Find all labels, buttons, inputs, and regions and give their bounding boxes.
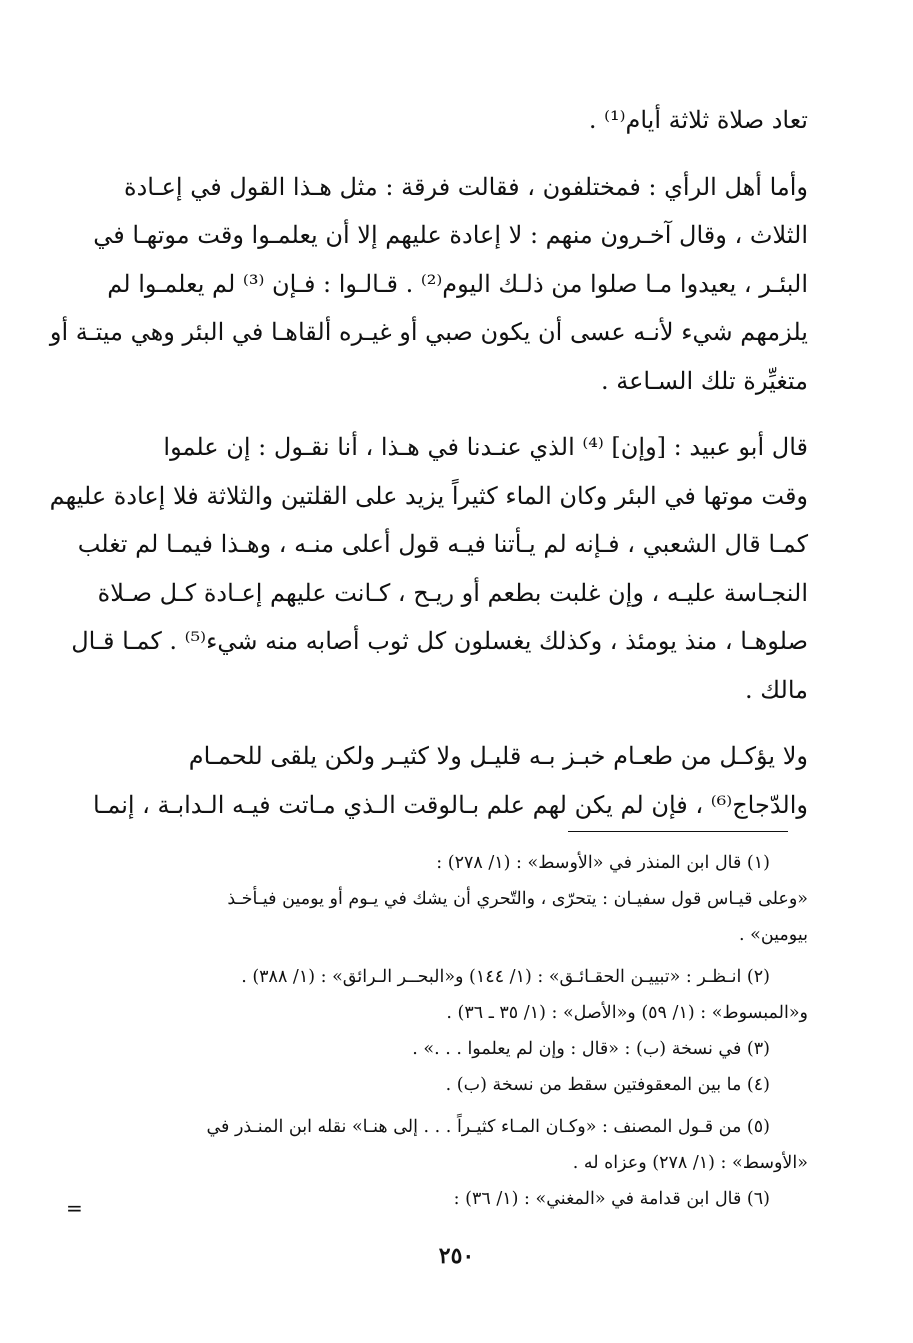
- footnote: [88, 1109, 808, 1181]
- footnote: [88, 1067, 808, 1103]
- footnote-line: «وعلى قيـاس قول سفيـان : يتحرّى ، والتّحري أن يشك في يـوم أو يومين فيـأخـذ: [227, 889, 808, 909]
- page-number: ٢٥٠: [438, 1243, 475, 1269]
- text-line: كمـا قال الشعبي ، فـإنه لم يـأتنا فيـه قول أعلى منـه ، وهـذا فيمـا لم تغلب: [77, 530, 808, 558]
- text-line: تعاد صلاة ثلاثة أيام⁽¹⁾ .: [588, 106, 808, 134]
- footnote-line: (٤) ما بين المعقوفتين سقط من نسخة (ب) .: [445, 1075, 770, 1095]
- text-line: يلزمهم شيء لأنـه عسى أن يكون صبي أو غيـره ألقاهـا في البئر وهي ميتـة أو: [49, 318, 808, 346]
- continuation-mark: =: [66, 1196, 83, 1220]
- footnote-line: بيومين» .: [738, 925, 808, 945]
- text-line: النجـاسة عليـه ، وإن غلبت بطعم أو ريـح ، كـانت عليهم إعـادة كـل صـلاة: [97, 578, 808, 607]
- paragraph: [98, 96, 808, 145]
- footnote: [88, 845, 808, 953]
- footnote-line: (٢) انـظـر : «تبييـن الحقـائـق» : (١/ ١٤٤) و«البحــر الـرائق» : (١/ ٣٨٨) .: [241, 967, 770, 987]
- text-line: الثلاث ، وقال آخـرون منهم : لا إعادة عليهم إلا أن يعلمـوا وقت موتهـا في: [93, 221, 808, 249]
- paragraph: [92, 732, 808, 829]
- footnote-line: (٦) قال ابن قدامة في «المغني» : (١/ ٣٦) :: [453, 1189, 770, 1209]
- text-line: قال أبو عبيد : [وإن] ⁽⁴⁾ الذي عنـدنا في هـذا ، أنا نقـول : إن علموا: [163, 433, 808, 461]
- main-text: [49, 96, 808, 847]
- paragraph: [49, 423, 808, 714]
- paragraph: [49, 163, 808, 406]
- footnotes: [88, 845, 808, 1217]
- footnote-line: (١) قال ابن المنذر في «الأوسط» : (١/ ٢٧٨) :: [436, 853, 770, 873]
- footnote-line: و«المبسوط» : (١/ ٥٩) و«الأصل» : (١/ ٣٥ ـ ٣٦) .: [446, 1003, 808, 1023]
- text-line: ولا يؤكـل من طعـام خبـز بـه قليـل ولا كثيـر ولكن يلقى للحمـام: [188, 742, 808, 770]
- text-line: صلوهـا ، منذ يومئذ ، وكذلك يغسلون كل ثوب أصابه منه شيء⁽⁵⁾ . كمـا قـال: [71, 627, 808, 655]
- text-line: وقت موتها في البئر وكان الماء كثيراً يزيد على القلتين والثلاثة فلا إعادة عليهم: [49, 481, 808, 510]
- footnote-line: (٥) من قـول المصنف : «وكـان المـاء كثيـراً . . . إلى هنـا» نقله ابن المنـذر في: [206, 1117, 770, 1137]
- footnote-line: «الأوسط» : (١/ ٢٧٨) وعزاه له .: [572, 1153, 808, 1173]
- footnote: [88, 1181, 808, 1217]
- text-line: والدّجاج⁽⁶⁾ ، فإن لم يكن لهم علم بـالوقت الـذي مـاتت فيـه الـدابـة ، إنمـا: [92, 790, 808, 819]
- footnote-separator: [568, 831, 788, 832]
- text-line: متغيِّرة تلك السـاعة .: [600, 366, 808, 395]
- footnote: [88, 1031, 808, 1067]
- text-line: وأما أهل الرأي : فمختلفون ، فقالت فرقة : مثل هـذا القول في إعـادة: [124, 172, 808, 201]
- text-line: مالك .: [745, 675, 808, 704]
- text-line: البئـر ، يعيدوا مـا صلوا من ذلـك اليوم⁽²⁾ . قـالـوا : فـإن ⁽³⁾ لم يعلمـوا لم: [107, 269, 808, 298]
- footnote-line: (٣) في نسخة (ب) : «قال : وإن لم يعلموا . . .» .: [412, 1039, 770, 1059]
- footnote: [88, 959, 808, 1031]
